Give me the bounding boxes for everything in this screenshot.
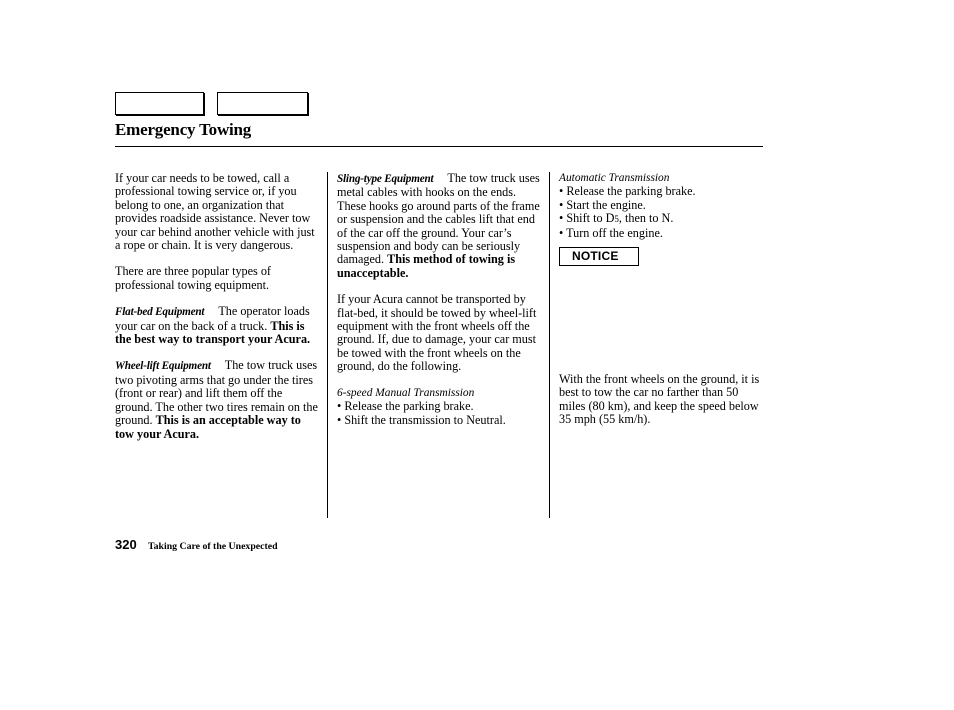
manual-transmission-heading: 6-speed Manual Transmission — [337, 386, 475, 399]
wheellift-bold: This is an acceptable way to tow your Acura. — [115, 413, 301, 441]
list-item — [559, 212, 765, 226]
sling-paragraph — [337, 172, 541, 280]
sling-bold: This method of towing is unacceptable. — [337, 252, 516, 280]
cannot-transport-paragraph: If your Acura cannot be transported by flat-bed, it should be towed by wheel-lift equipment with the front wheels off the ground. If, due to damage, your car must be towed with the front wheels on the ground, do the following. — [337, 292, 537, 374]
column-2 — [337, 172, 541, 427]
wheellift-paragraph — [115, 359, 321, 440]
column-divider-1 — [327, 172, 328, 518]
column-divider-2 — [549, 172, 550, 518]
page-title: Emergency Towing — [115, 120, 252, 139]
list-item: • Shift the transmission to Neutral. — [337, 412, 506, 427]
column-3 — [559, 172, 765, 427]
title-divider — [115, 146, 763, 147]
shift-step-gear: 5 — [614, 214, 619, 225]
equipment-types-paragraph: There are three popular types of professional towing equipment. — [115, 264, 271, 292]
automatic-steps-list — [559, 185, 765, 240]
shift-step-text: • Shift to D — [559, 211, 615, 226]
list-item: • Start the engine. — [559, 197, 646, 212]
list-item: • Turn off the engine. — [559, 225, 663, 240]
flatbed-lead: Flat-bed Equipment — [115, 306, 205, 319]
notice-label: NOTICE — [572, 249, 619, 264]
flatbed-text: The operator loads your car on the back of a truck. — [115, 304, 310, 333]
nav-button-2[interactable] — [217, 92, 308, 115]
sling-lead: Sling-type Equipment — [337, 173, 434, 185]
wheellift-text: The tow truck uses two pivoting arms that go under the tires (front or rear) and lift them off the ground. The other two tires remain on the ground. — [115, 358, 318, 428]
sling-text: The tow truck uses metal cables with hooks on the ends. These hooks go around parts of the frame or suspension and the cables lift that end of the car off the ground. Your car’s suspension and body can be seriously damaged. — [337, 171, 540, 267]
front-wheels-paragraph: With the front wheels on the ground, it is best to tow the car no farther than 50 miles (80 km), and keep the speed below 35 mph (55 km/h). — [559, 372, 760, 427]
shift-step-tail: , then to N. — [618, 211, 674, 226]
list-item: • Release the parking brake. — [337, 399, 474, 414]
manual-steps-list — [337, 400, 541, 427]
page-number: 320 — [115, 537, 137, 552]
automatic-transmission-heading: Automatic Transmission — [559, 172, 670, 184]
nav-button-1[interactable] — [115, 92, 204, 115]
intro-paragraph: If your car needs to be towed, call a professional towing service or, if you belong to one, an organization that provides roadside assistance. Never tow your car behind another vehicle with just a rope or chain. It is very dangerous. — [115, 171, 315, 253]
notice-badge — [559, 247, 639, 266]
flatbed-bold: This is the best way to transport your Acura. — [115, 318, 311, 347]
wheellift-lead: Wheel-lift Equipment — [115, 360, 211, 373]
column-1 — [115, 172, 321, 441]
section-label: Taking Care of the Unexpected — [148, 541, 278, 552]
flatbed-paragraph — [115, 305, 321, 346]
list-item: • Release the parking brake. — [559, 184, 696, 199]
